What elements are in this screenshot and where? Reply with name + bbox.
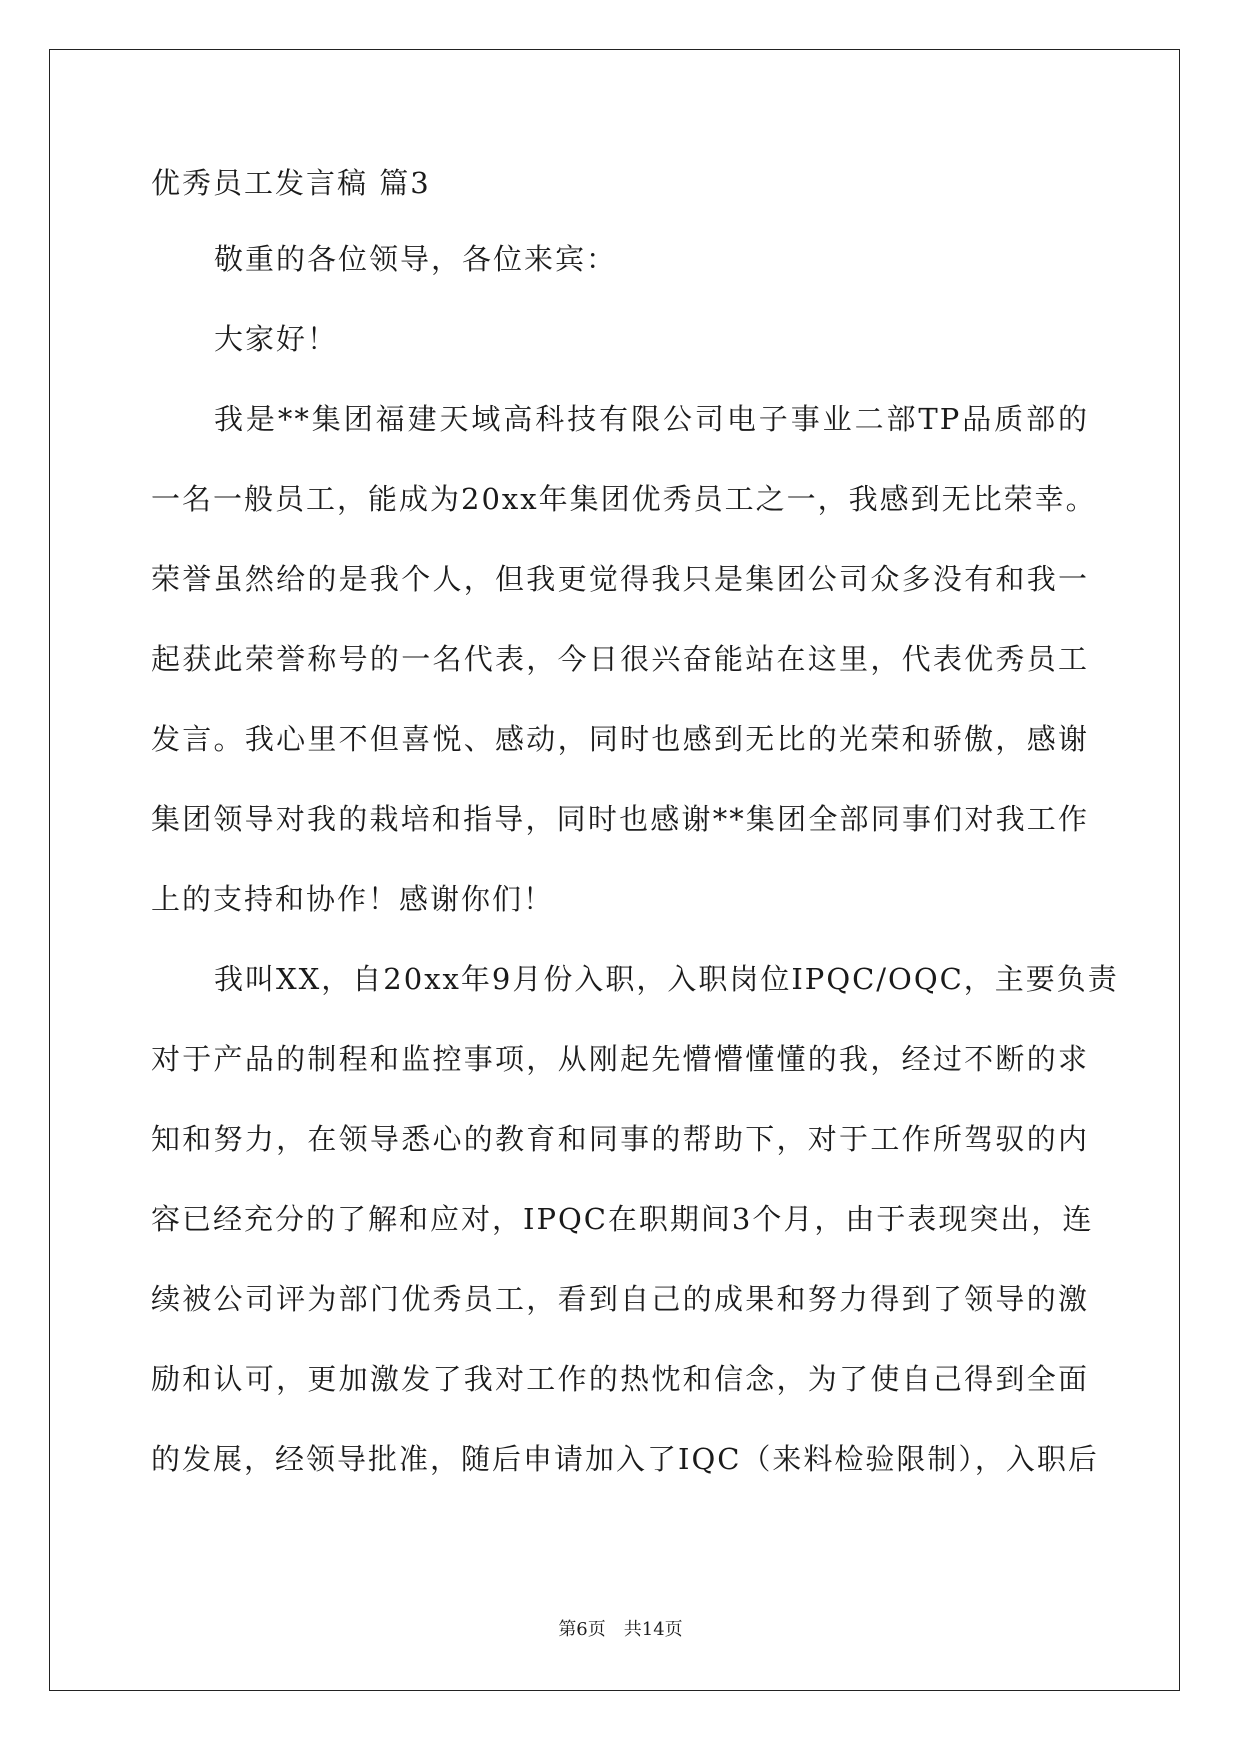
text-line: 的发展，经领导批准，随后申请加入了IQC（来料检验限制），入职后 xyxy=(151,1442,1099,1476)
text-line: 一名一般员工，能成为20xx年集团优秀员工之一，我感到无比荣幸。 xyxy=(151,482,1097,516)
text-line: 集团领导对我的栽培和指导，同时也感谢**集团全部同事们对我工作 xyxy=(151,802,1089,836)
text-line: 上的支持和协作！感谢你们！ xyxy=(151,882,555,916)
text-line: 起获此荣誉称号的一名代表，今日很兴奋能站在这里，代表优秀员工 xyxy=(151,642,1089,676)
text-line: 荣誉虽然给的是我个人，但我更觉得我只是集团公司众多没有和我一 xyxy=(151,562,1089,596)
text-line: 容已经充分的了解和应对，IPQC在职期间3个月，由于表现突出，连 xyxy=(151,1202,1094,1236)
text-line: 励和认可，更加激发了我对工作的热忱和信念，为了使自己得到全面 xyxy=(151,1362,1089,1396)
document-title: 优秀员工发言稿 篇3 xyxy=(151,166,431,200)
page-footer xyxy=(0,1615,1241,1641)
text-line: 大家好！ xyxy=(214,322,339,356)
text-line: 发言。我心里不但喜悦、感动，同时也感到无比的光荣和骄傲，感谢 xyxy=(151,722,1089,756)
paragraph-lines xyxy=(151,239,1119,1479)
text-line: 知和努力，在领导悉心的教育和同事的帮助下，对于工作所驾驭的内 xyxy=(151,1122,1089,1156)
text-line: 我叫XX，自20xx年9月份入职，入职岗位IPQC/OQC，主要负责 xyxy=(214,962,1119,996)
document-body xyxy=(151,163,1119,1519)
page-number: 第6页 xyxy=(558,1619,606,1640)
text-line: 敬重的各位领导，各位来宾： xyxy=(214,242,618,276)
text-line: 对于产品的制程和监控事项，从刚起先懵懵懂懂的我，经过不断的求 xyxy=(151,1042,1089,1076)
page-total: 共14页 xyxy=(623,1619,683,1640)
text-line: 续被公司评为部门优秀员工，看到自己的成果和努力得到了领导的激 xyxy=(151,1282,1089,1316)
text-line: 我是**集团福建天域高科技有限公司电子事业二部TP品质部的 xyxy=(214,402,1089,436)
